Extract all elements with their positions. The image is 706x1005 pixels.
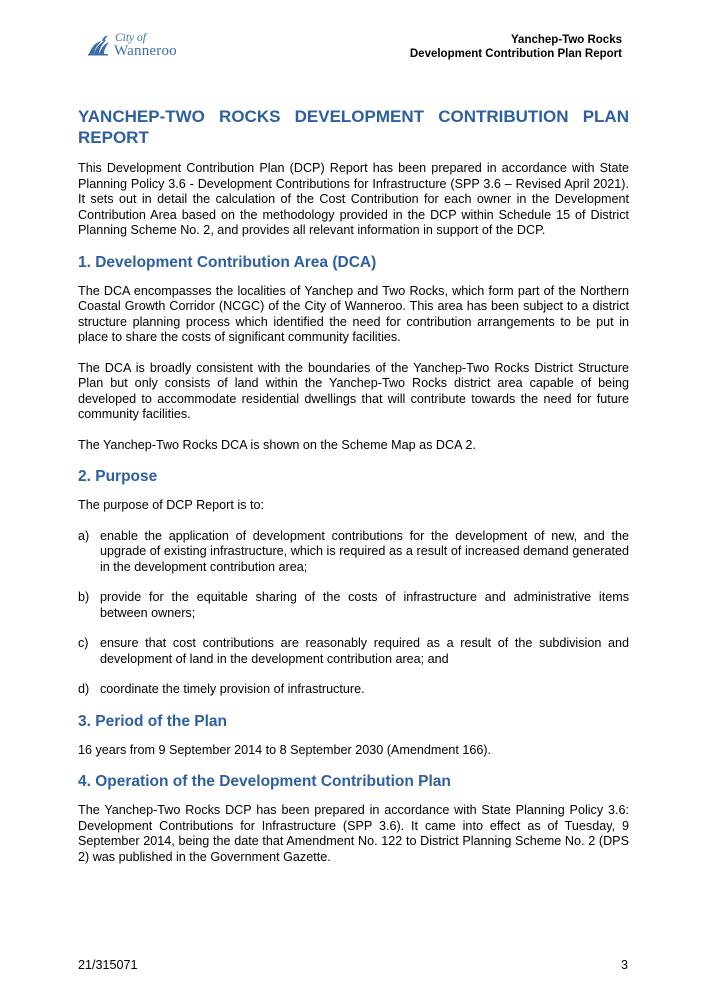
logo-text-line2: Wanneroo <box>114 43 177 59</box>
list-item-label: b) <box>78 590 90 604</box>
list-item-label: d) <box>78 682 90 696</box>
intro-paragraph: This Development Contribution Plan (DCP) Report has been prepared in accordance with State Planning Policy 3.6 - Development Contributions for Infrastructure (SPP 3.6 – Revised April 2021). It sets out in detail the calculation of the Cost Contribution for each owner in the Development Contribution Area based on the methodology provided in the DCP within Schedule 15 of District Planning Scheme No. 2, and provides all relevant information in support of the DCP. <box>78 161 629 237</box>
paragraph: The Yanchep-Two Rocks DCA is shown on the Scheme Map as DCA 2. <box>78 437 476 452</box>
section-heading-period: 3. Period of the Plan <box>78 712 227 730</box>
paragraph: 16 years from 9 September 2014 to 8 September 2030 (Amendment 166). <box>78 742 492 757</box>
header-title-line2: Development Contribution Plan Report <box>409 48 622 60</box>
list-item-label: c) <box>78 636 89 650</box>
header-title-line1: Yanchep-Two Rocks <box>511 34 622 46</box>
paragraph: The Yanchep-Two Rocks DCP has been prepared in accordance with State Planning Policy 3.6: Development Contributions for Infrastructure (SPP 3.6). It came into effect as of Tuesday, 9 September 2014, being the date that Amendment No. 122 to District Planning Scheme No. 2 (DPS 2) was published in the Government Gazette. <box>78 803 629 864</box>
section-heading-dca: 1. Development Contribution Area (DCA) <box>78 253 377 271</box>
running-header <box>410 33 622 61</box>
list-item-text: ensure that cost contributions are reasonably required as a result of the subdivision and development of land in the development contribution area; and <box>100 636 629 666</box>
list-item-label: a) <box>78 528 90 543</box>
paragraph: The purpose of DCP Report is to: <box>78 498 264 512</box>
black-swan-logo-icon <box>86 32 112 58</box>
section-heading-operation: 4. Operation of the Development Contribution Plan <box>78 773 451 790</box>
document-body <box>78 106 629 880</box>
logo-text-line1: City of <box>115 32 146 44</box>
footer-doc-ref: 21/315071 <box>78 958 138 972</box>
city-logo <box>86 30 196 64</box>
section-heading-purpose: 2. Purpose <box>78 468 158 485</box>
paragraph: The DCA encompasses the localities of Yanchep and Two Rocks, which form part of the Northern Coastal Growth Corridor (NCGC) of the City of Wanneroo. This area has been subject to a district structure planning process which identified the need for contribution arrangements to be put in place to share the costs of significant community facilities. <box>78 283 629 344</box>
list-item <box>78 590 629 621</box>
list-item <box>78 636 629 667</box>
list-item <box>78 529 629 576</box>
purpose-list <box>78 529 629 698</box>
list-item-text: coordinate the timely provision of infrastructure. <box>100 682 365 696</box>
list-item-text: enable the application of development contributions for the development of new, and the upgrade of existing infrastructure, which is required as a result of increased demand generated in the development contribution area; <box>100 528 629 574</box>
list-item-text: provide for the equitable sharing of the costs of infrastructure and administrative items between owners; <box>100 590 629 620</box>
footer-page-number: 3 <box>620 958 628 972</box>
paragraph: The DCA is broadly consistent with the boundaries of the Yanchep-Two Rocks District Structure Plan but only consists of land within the Yanchep-Two Rocks district area capable of being developed to accommodate residential dwellings that will contribute towards the need for future community facilities. <box>78 360 629 421</box>
document-title: YANCHEP-TWO ROCKS DEVELOPMENT CONTRIBUTION PLAN REPORT <box>78 107 629 147</box>
list-item <box>78 682 629 698</box>
